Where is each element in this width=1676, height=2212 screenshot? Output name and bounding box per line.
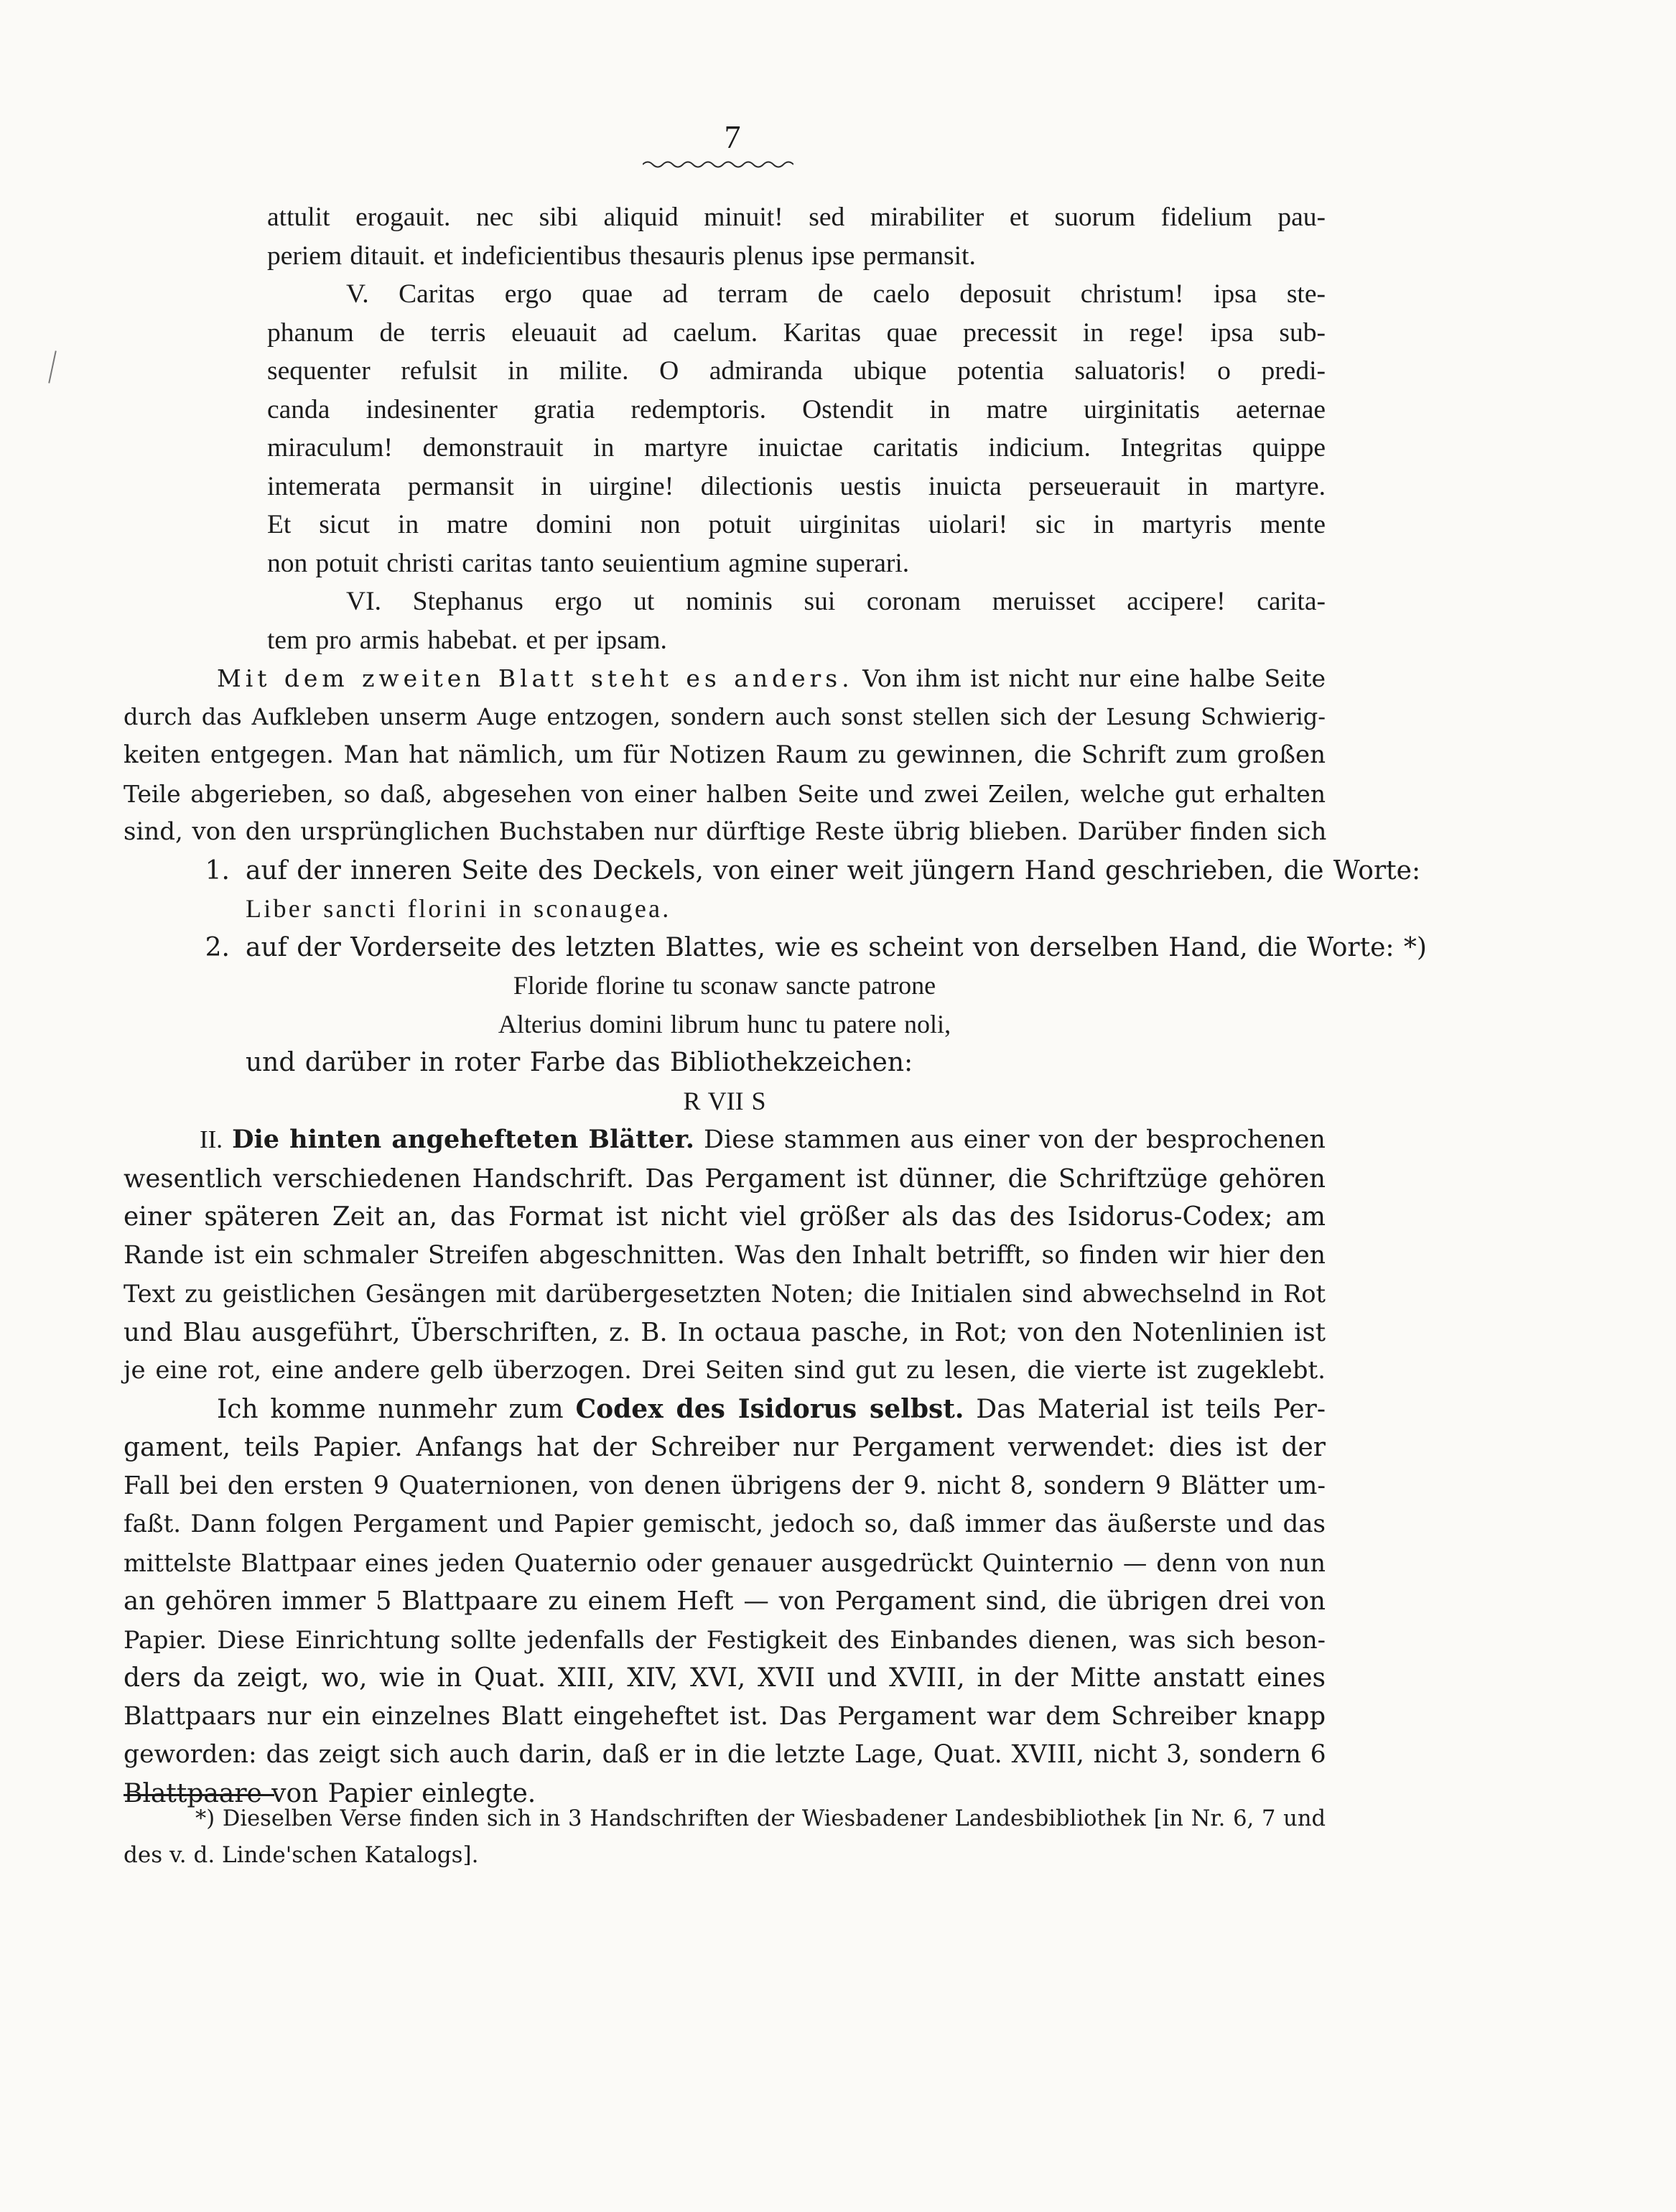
text-line: intemerata permansit in uirgine! dilectionis uestis inuicta perseuerauit in martyre. (267, 471, 1326, 501)
list-number: 2. (205, 932, 230, 962)
text-line: Et sicut in matre domini non potuit uirginitas uiolari! sic in martyris mente (267, 510, 1326, 539)
list-item (124, 929, 1427, 967)
verse-line: Alterius domini librum hunc tu patere noli, (498, 1009, 951, 1038)
text-line: Teile abgerieben, so daß, abgesehen von einer halben Seite und zwei Zeilen, welche gut erhalten (124, 779, 1326, 808)
text-line: gament, teils Papier. Anfangs hat der Schreiber nur Pergament verwendet: dies ist der (124, 1433, 1326, 1462)
margin-mark (48, 350, 57, 383)
text-line: geworden: das zeigt sich auch darin, daß er in die letzte Lage, Quat. XVIII, nicht 3, sondern 6 (124, 1740, 1326, 1769)
spaced-lead: Mit dem zweiten Blatt steht es anders. (217, 664, 854, 692)
text-line: je eine rot, eine andere gelb überzogen. Drei Seiten sind gut zu lesen, die vierte ist zugeklebt. (124, 1356, 1326, 1385)
footnote (124, 1801, 1326, 1873)
page-number: 7 (724, 118, 741, 155)
text-line: faßt. Dann folgen Pergament und Papier gemischt, jedoch so, daß immer das äußerste und das (124, 1510, 1326, 1538)
text-line: sequenter refulsit in milite. O admiranda ubique potentia saluatoris! o predi- (267, 356, 1326, 386)
text-line: Fall bei den ersten 9 Quaternionen, von denen übrigens der 9. nicht 8, sondern 9 Blätter um- (124, 1471, 1326, 1500)
text-line: Blattpaars nur ein einzelnes Blatt eingeheftet ist. Das Pergament war dem Schreiber knapp (124, 1701, 1326, 1731)
latin-passage (124, 198, 1326, 659)
text-line: wesentlich verschiedenen Handschrift. Das Pergament ist dünner, die Schriftzüge gehören (124, 1163, 1326, 1194)
section-heading: Die hinten angehefteten Blätter. (232, 1125, 694, 1154)
list-item (124, 852, 1421, 891)
text-line: V. Caritas ergo quae ad terram de caelo deposuit christum! ipsa ste- (346, 279, 1326, 309)
text-line (124, 1120, 1326, 1160)
text-span: Von ihm ist nicht nur eine halbe Seite (862, 664, 1326, 692)
text-line: einer späteren Zeit an, das Format ist nicht viel größer als das des Isidorus-Codex; am (124, 1202, 1326, 1232)
paragraph-second-leaf (124, 659, 1326, 852)
paragraph-codex (124, 1390, 1326, 1813)
list-text: auf der inneren Seite des Deckels, von einer weit jüngern Hand geschrieben, die Worte: (246, 855, 1421, 886)
text-line: und Blau ausgeführt, Überschriften, z. B. In octaua pasche, in Rot; von den Notenlinien ist (124, 1317, 1326, 1347)
text-line: Rande ist ein schmaler Streifen abgeschnitten. Was den Inhalt betrifft, so finden wir hier den (124, 1240, 1326, 1270)
footnote-rule (124, 1794, 274, 1796)
wavy-ornament (643, 159, 793, 169)
text-line: Text zu geistlichen Gesängen mit darübergesetzten Noten; die Initialen sind abwechselnd in Rot (124, 1280, 1326, 1308)
inscription-list (124, 852, 1427, 1121)
text-line: attulit erogauit. nec sibi aliquid minuit! sed mirabiliter et suorum fidelium pau- (267, 203, 1326, 232)
text-line: phanum de terris eleuauit ad caelum. Karitas quae precessit in rege! ipsa sub- (267, 317, 1326, 348)
inscription-quote: Liber sancti florini in sconaugea. (246, 894, 671, 923)
text-span: Ich komme nunmehr zum (217, 1394, 564, 1424)
text-line: keiten entgegen. Man hat nämlich, um für Notizen Raum zu gewinnen, die Schrift zum großen (124, 740, 1326, 769)
verse-line: Floride florine tu sconaw sancte patrone (513, 971, 936, 1000)
footnote-line: des v. d. Linde'schen Katalogs]. (124, 1842, 479, 1868)
section-number: II. (200, 1125, 223, 1153)
text-line (124, 659, 1326, 698)
text-line: und darüber in roter Farbe das Bibliothekzeichen: (246, 1048, 913, 1077)
footnote-line: *) Dieselben Verse finden sich in 3 Handschriften der Wiesbadener Landesbibliothek [in Nr. 6, 7 und (195, 1806, 1326, 1831)
section-ii (124, 1120, 1326, 1390)
list-text: auf der Vorderseite des letzten Blattes, wie es scheint von derselben Hand, die Worte: *) (246, 932, 1427, 962)
text-line: durch das Aufkleben unserm Auge entzogen, sondern auch sonst stellen sich der Lesung Schwierig- (124, 702, 1326, 730)
list-number: 1. (205, 855, 230, 886)
text-line: an gehören immer 5 Blattpaare zu einem Heft — von Pergament sind, die übrigen drei von (124, 1586, 1326, 1616)
text-line: tem pro armis habebat. et per ipsam. (267, 625, 667, 655)
text-line: Papier. Diese Einrichtung sollte jedenfalls der Festigkeit des Einbandes dienen, was sich beson- (124, 1625, 1326, 1654)
text-line: VI. Stephanus ergo ut nominis sui coronam meruisset accipere! carita- (346, 587, 1326, 616)
text-line: sind, von den ursprünglichen Buchstaben nur dürftige Reste übrig blieben. Darüber finden sich (124, 817, 1327, 846)
text-line: non potuit christi caritas tanto seuientium agmine superari. (267, 548, 910, 578)
text-line: canda indesinenter gratia redemptoris. Ostendit in matre uirginitatis aeternae (267, 394, 1326, 424)
text-line (124, 1390, 1326, 1429)
text-line: periem ditauit. et indeficientibus thesauris plenus ipse permansit. (267, 241, 976, 271)
emphasis: Codex des Isidorus selbst. (575, 1393, 964, 1424)
text-span: Das Material ist teils Per- (976, 1394, 1326, 1424)
text-line: mittelste Blattpaar eines jeden Quaternio oder genauer ausgedrückt Quinternio — denn von nun (124, 1548, 1326, 1577)
text-span: Diese stammen aus einer von der besprochenen (704, 1125, 1326, 1154)
text-line: ders da zeigt, wo, wie in Quat. XIII, XIV, XVI, XVII und XVIII, in der Mitte anstatt eines (124, 1663, 1326, 1693)
text-line: miraculum! demonstrauit in martyre inuictae caritatis indicium. Integritas quippe (267, 433, 1326, 463)
library-mark: R VII S (683, 1086, 766, 1115)
text-line: Blattpaare von Papier einlegte. (124, 1778, 536, 1808)
main-text (124, 198, 1427, 1813)
